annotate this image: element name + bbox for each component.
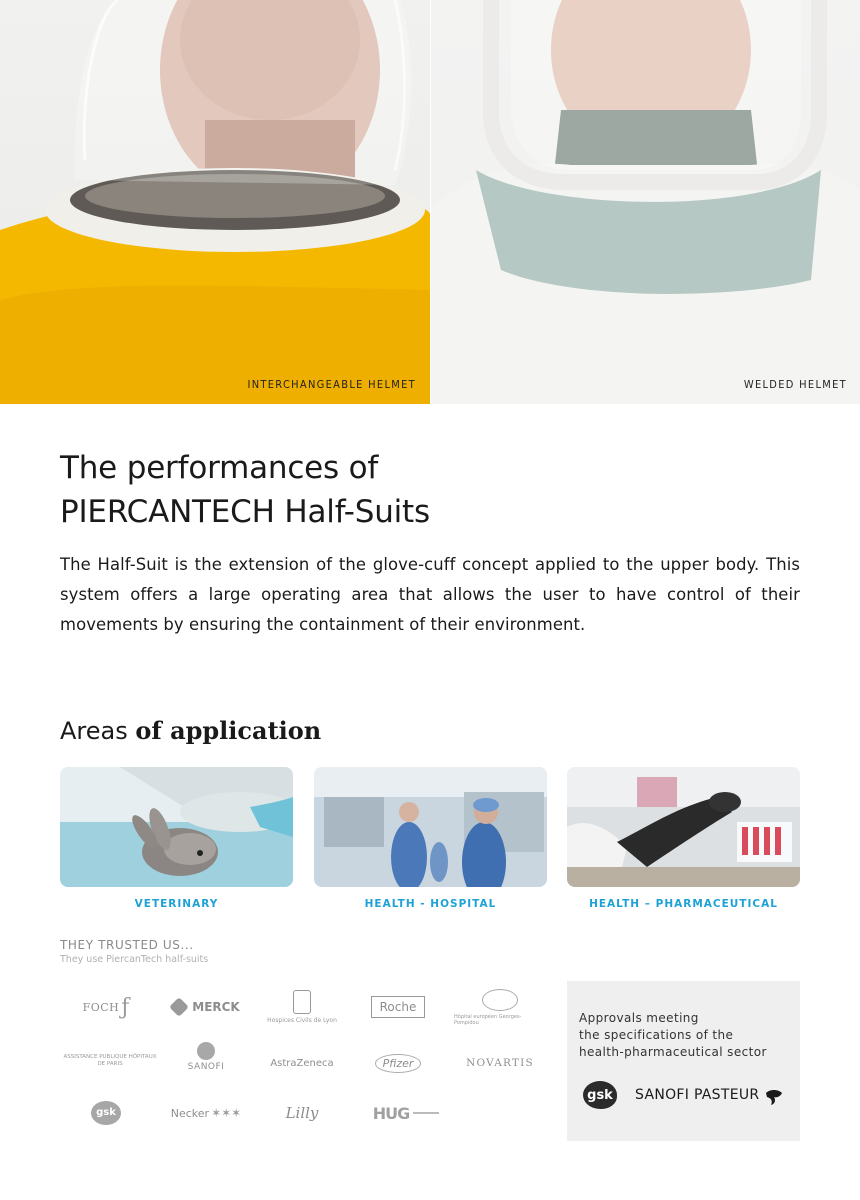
necker-logo: Necker ✶✶✶ — [170, 1106, 242, 1120]
astrazeneca-logo — [256, 1041, 348, 1085]
foch-logo: FOCH ƒ — [82, 994, 130, 1020]
title-line-2: PIERCANTECH Half-Suits — [60, 494, 430, 530]
area-veterinary — [60, 767, 293, 910]
sanofi-pasteur-bird-icon — [764, 1087, 784, 1107]
approvals-line-1: Approvals meeting — [579, 1011, 699, 1025]
area-health-hospital — [314, 767, 547, 910]
area-health-pharmaceutical — [567, 767, 800, 910]
sanofi-logo — [160, 1035, 252, 1079]
sanofi-logo-text: SANOFI — [187, 1062, 225, 1072]
area-label: HEALTH – PHARMACEUTICAL — [589, 898, 778, 910]
lilly-logo-text: Lilly — [285, 1104, 319, 1122]
gsk-logo — [60, 1091, 152, 1135]
yellow-suit-illustration — [0, 0, 430, 404]
approvals-line-2: the specifications of the — [579, 1028, 734, 1042]
roche-logo — [352, 985, 444, 1029]
novartis-logo — [454, 1041, 546, 1085]
client-logos — [60, 985, 550, 1135]
trusted-subheading: They use PiercanTech half-suits — [60, 954, 209, 965]
novartis-logo-text: NOVARTIS — [466, 1057, 534, 1069]
interchangeable-helmet-photo — [0, 0, 430, 404]
area-label: HEALTH - HOSPITAL — [364, 898, 497, 910]
hegp-logo-text: Hôpital européen Georges-Pompidou — [454, 1013, 522, 1026]
hero-images — [0, 0, 860, 404]
astrazeneca-logo-text: AstraZeneca — [270, 1057, 334, 1069]
gsk-logo-text: gsk — [91, 1101, 121, 1125]
roche-logo-text: Roche — [371, 996, 426, 1018]
hug-logo-text: HUG — [372, 1103, 410, 1123]
aphp-logo — [60, 1039, 160, 1083]
rabbit-illustration — [60, 767, 293, 887]
hero-left-caption: INTERCHANGEABLE HELMET — [247, 378, 416, 391]
area-label: VETERINARY — [134, 898, 219, 910]
areas-heading — [60, 716, 321, 745]
areas-heading-regular: Areas — [60, 717, 136, 745]
areas-heading-bold: of application — [135, 716, 322, 745]
title-line-1: The performances of — [60, 450, 379, 486]
welded-helmet-photo — [431, 0, 860, 404]
sanofi-pasteur-logo: SANOFI PASTEUR — [635, 1087, 760, 1103]
hospital-photo — [314, 767, 547, 887]
hug-logo — [360, 1091, 452, 1135]
white-suit-illustration — [431, 0, 860, 404]
approvals-text — [579, 1010, 789, 1061]
hero-right-caption: WELDED HELMET — [743, 378, 847, 391]
approvals-line-3: health-pharmaceutical sector — [579, 1045, 767, 1059]
hospices-logo-text: Hospices Civils de Lyon — [267, 1017, 337, 1024]
veterinary-photo — [60, 767, 293, 887]
aphp-logo-text: ASSISTANCE PUBLIQUE HÔPITAUX DE PARIS — [63, 1054, 157, 1067]
glovebox-illustration — [567, 767, 800, 887]
foch-logo-text: FOCH — [82, 1000, 120, 1014]
gsk-approval-logo: gsk — [583, 1081, 617, 1109]
pfizer-logo-text: Pfizer — [375, 1054, 422, 1073]
approvals-box — [567, 981, 800, 1141]
hospital-lab-illustration — [314, 767, 547, 887]
page-title — [60, 446, 430, 534]
necker-logo-text: Necker — [170, 1106, 210, 1120]
trusted-heading: THEY TRUSTED US... — [60, 938, 194, 952]
intro-paragraph: The Half-Suit is the extension of the glove-cuff concept applied to the upper body. This system offers a large operating area that allows the user to have control of their movements by ensuring the containment of their environment. — [60, 555, 800, 634]
merck-logo — [160, 985, 252, 1029]
pharmaceutical-photo — [567, 767, 800, 887]
lilly-logo — [256, 1091, 348, 1135]
merck-logo-text: MERCK — [192, 1000, 240, 1014]
hegp-logo — [454, 985, 546, 1029]
pfizer-logo — [352, 1041, 444, 1085]
hospices-civils-lyon-logo — [256, 985, 348, 1029]
